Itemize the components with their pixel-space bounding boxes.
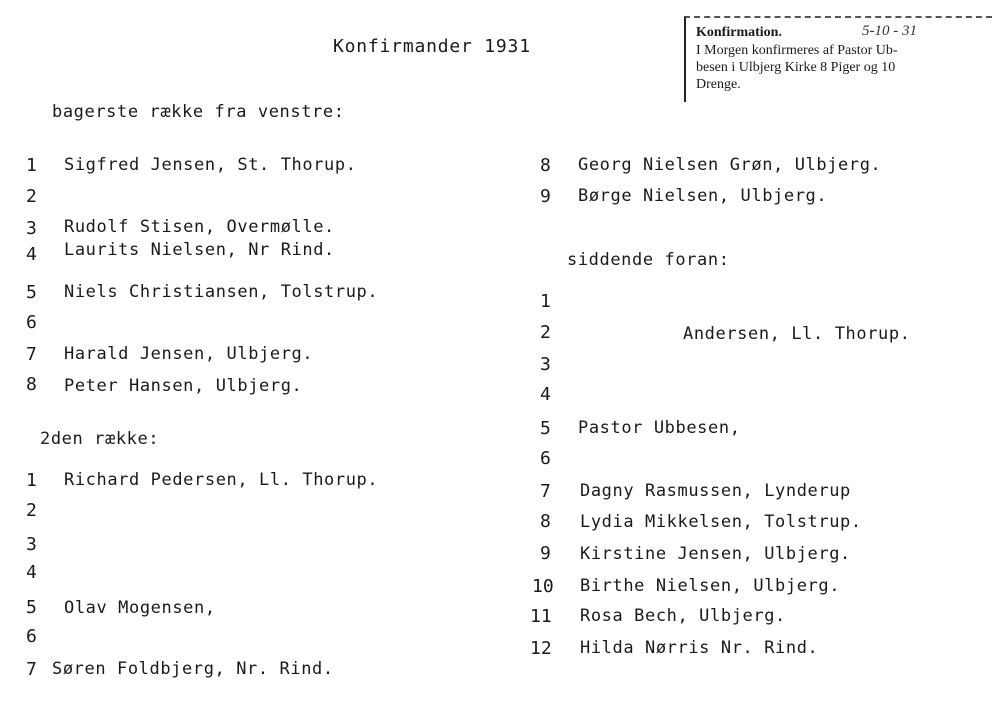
list-number: 5	[540, 418, 551, 439]
newspaper-clipping	[684, 16, 992, 102]
clipping-text: I Morgen konfirmeres af Pastor Ub- besen i Ulbjerg Kirke 8 Piger og 10 Drenge.	[696, 43, 898, 92]
list-number: 9	[540, 543, 551, 564]
list-item: Andersen, Ll. Thorup.	[683, 324, 911, 344]
list-number: 6	[26, 312, 37, 333]
list-item: Birthe Nielsen, Ulbjerg.	[580, 576, 841, 596]
list-item: Børge Nielsen, Ulbjerg.	[578, 186, 828, 206]
list-number: 9	[540, 186, 551, 207]
list-number: 8	[540, 511, 551, 532]
list-number: 2	[26, 186, 37, 207]
second-row-heading: 2den række:	[40, 429, 160, 449]
list-number: 8	[540, 155, 551, 176]
list-item: Hilda Nørris Nr. Rind.	[580, 638, 819, 658]
list-number: 2	[540, 322, 551, 343]
list-item: Georg Nielsen Grøn, Ulbjerg.	[578, 155, 882, 175]
list-item: Olav Mogensen,	[64, 598, 216, 618]
list-number: 4	[540, 384, 551, 405]
list-number: 6	[540, 448, 551, 469]
list-number: 8	[26, 374, 37, 395]
list-number: 4	[26, 562, 37, 583]
list-item: Harald Jensen, Ulbjerg.	[64, 344, 314, 364]
list-item: Richard Pedersen, Ll. Thorup.	[64, 470, 379, 490]
back-row-heading: bagerste række fra venstre:	[52, 102, 345, 122]
clipping-headline: Konfirmation.	[696, 25, 782, 40]
list-number: 7	[540, 481, 551, 502]
list-item: Lydia Mikkelsen, Tolstrup.	[580, 512, 862, 532]
list-number: 5	[26, 282, 37, 303]
list-number: 1	[540, 291, 551, 312]
list-number: 11	[530, 606, 552, 627]
list-item: Peter Hansen, Ulbjerg.	[64, 376, 303, 396]
list-item: Sigfred Jensen, St. Thorup.	[64, 155, 357, 175]
list-number: 3	[26, 534, 37, 555]
list-number: 1	[26, 155, 37, 176]
list-number: 12	[530, 638, 552, 659]
list-item: Dagny Rasmussen, Lynderup	[580, 481, 851, 501]
list-number: 2	[26, 500, 37, 521]
page-title: Konfirmander 1931	[333, 36, 531, 57]
list-number: 3	[540, 354, 551, 375]
list-item: Niels Christiansen, Tolstrup.	[64, 282, 379, 302]
list-number: 3	[26, 218, 37, 239]
list-item: Rudolf Stisen, Overmølle.	[64, 217, 335, 237]
list-item: Pastor Ubbesen,	[578, 418, 741, 438]
clipping-date: 5-10 - 31	[862, 23, 917, 39]
list-item: Søren Foldbjerg, Nr. Rind.	[52, 659, 334, 679]
list-item: Rosa Bech, Ulbjerg.	[580, 606, 786, 626]
front-row-heading: siddende foran:	[567, 250, 730, 270]
list-item: Laurits Nielsen, Nr Rind.	[64, 240, 335, 260]
list-number: 7	[26, 344, 37, 365]
list-number: 10	[532, 576, 554, 597]
list-item: Kirstine Jensen, Ulbjerg.	[580, 544, 851, 564]
list-number: 5	[26, 597, 37, 618]
list-number: 4	[26, 244, 37, 265]
list-number: 7	[26, 659, 37, 680]
list-number: 1	[26, 470, 37, 491]
list-number: 6	[26, 626, 37, 647]
